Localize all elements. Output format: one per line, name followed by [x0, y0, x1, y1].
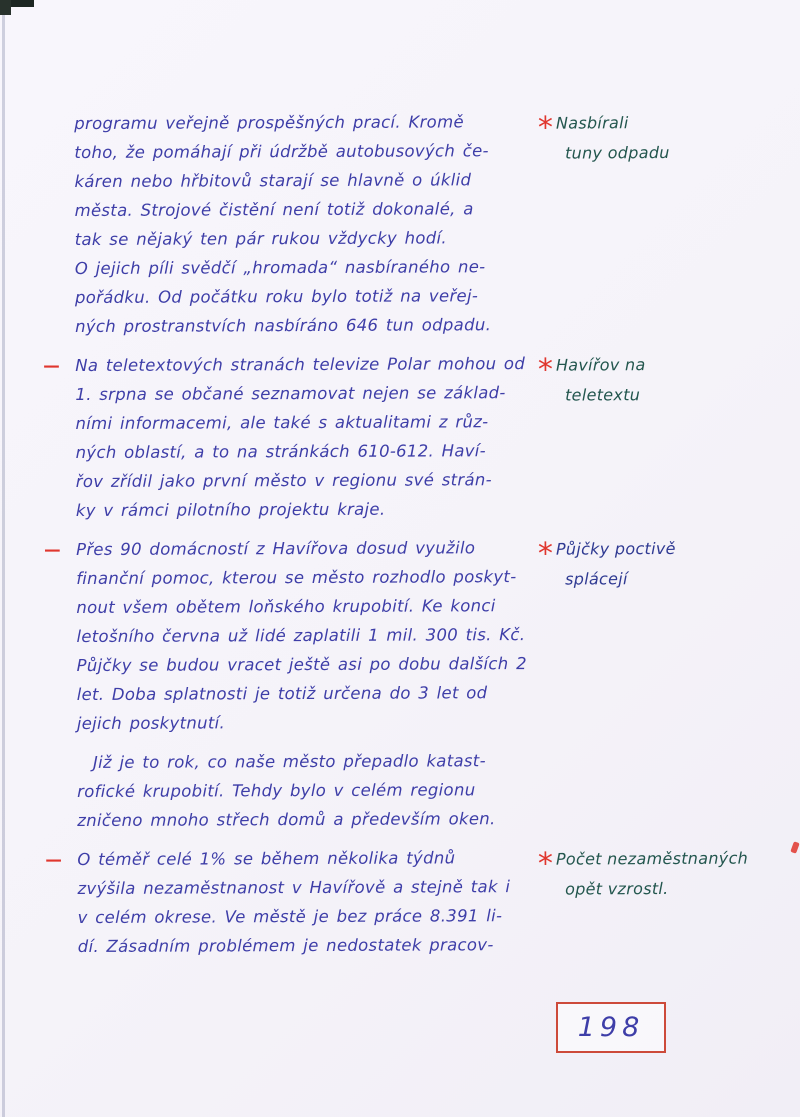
line-text: Půjčky se budou vracet ještě asi po dobu dalších 2 [76, 654, 527, 676]
paragraph [45, 843, 548, 961]
text-line [76, 562, 546, 593]
text-line [77, 707, 547, 738]
paragraph [43, 349, 546, 525]
line-text: ky v rámci pilotního projektu kraje. [75, 499, 386, 521]
scan-corner-artifact-small [0, 0, 11, 15]
red-asterisk-icon: * [537, 352, 554, 388]
text-line [76, 591, 546, 622]
text-line [44, 533, 546, 564]
line-text: ných oblastí, a to na stránkách 610-612. Haví- [75, 441, 486, 463]
margin-note-text: splácejí [565, 569, 628, 589]
line-text: rofické krupobití. Tehdy bylo v celém regionu [77, 780, 476, 802]
paragraph [44, 533, 547, 738]
red-asterisk-icon: * [537, 846, 554, 882]
line-text: města. Strojové čistění není totiž dokonalé, a [74, 199, 474, 221]
page-number: 198 [577, 1012, 645, 1043]
line-text: letošního června už lidé zaplatili 1 mil. 300 tis. Kč. [76, 625, 526, 647]
margin-note [538, 843, 796, 904]
margin-note [538, 349, 796, 410]
paragraph [77, 746, 547, 835]
line-text: Na teletextových stranách televize Polar mohou od [75, 354, 526, 376]
text-line [45, 843, 547, 874]
margin-note-text: Havířov na [555, 355, 646, 375]
text-line [75, 407, 545, 438]
text-line [76, 649, 546, 680]
red-dash-marker: — [44, 540, 61, 560]
line-text: O téměř celé 1% se během několika týdnů [77, 848, 456, 870]
line-text: v celém okrese. Ve městě je bez práce 8.391 li- [77, 906, 503, 928]
text-line [77, 804, 547, 835]
line-text: dí. Zásadním problémem je nedostatek pracov- [77, 935, 494, 957]
line-text: tak se nějaký ten pár rukou vždycky hodí. [74, 228, 447, 250]
text-line [76, 465, 546, 496]
line-text: pořádku. Od počátku roku bylo totiž na veřej- [74, 286, 479, 308]
line-text: programu veřejně prospěšných prací. Kromě [74, 112, 464, 134]
line-text: finanční pomoc, kterou se město rozhodlo poskyt- [76, 567, 517, 589]
text-line [76, 494, 546, 525]
paragraph [74, 107, 545, 341]
text-line [75, 281, 545, 312]
margin-note [538, 533, 796, 594]
line-text: řov zřídil jako první město v regionu své strán- [75, 470, 492, 492]
text-line [75, 252, 545, 283]
line-text: jejich poskytnutí. [76, 713, 226, 734]
margin-note-text: opět vzrostl. [565, 878, 669, 899]
scan-edge-line [2, 0, 5, 1117]
margin-note-text: tuny odpadu [565, 142, 670, 163]
line-text: O jejich píli svědčí „hromada“ nasbíraného ne- [74, 257, 486, 279]
line-text: zničeno mnoho střech domů a především oken. [77, 809, 496, 831]
text-line [43, 349, 545, 380]
line-text: zvýšila nezaměstnanost v Havířově a stejně tak i [77, 877, 511, 899]
red-asterisk-icon: * [537, 110, 554, 146]
text-line [74, 107, 544, 138]
margin-note-text: Půjčky poctivě [555, 538, 676, 559]
text-line [78, 930, 548, 961]
line-text: toho, že pomáhají při údržbě autobusových če- [74, 141, 489, 163]
text-line [74, 136, 544, 167]
margin-note-text: Nasbírali [555, 113, 629, 133]
margin-note [538, 107, 796, 168]
margin-note-text: Počet nezaměstnaných [555, 848, 749, 869]
text-line [78, 901, 548, 932]
text-line [77, 678, 547, 709]
red-dash-marker: — [45, 850, 62, 870]
text-line [76, 620, 546, 651]
text-line [77, 775, 547, 806]
line-text: ními informacemi, ale také s aktualitami z růz- [75, 412, 489, 434]
text-line [75, 194, 545, 225]
line-text: Přes 90 domácností z Havířova dosud využilo [76, 538, 476, 560]
line-text: let. Doba splatnosti je totiž určena do 3 let od [76, 683, 488, 705]
text-line [75, 223, 545, 254]
page-number-box [556, 1002, 666, 1053]
text-line [75, 378, 545, 409]
text-line [75, 310, 545, 341]
red-asterisk-icon: * [537, 536, 554, 572]
text-line [74, 165, 544, 196]
line-text: nout všem obětem loňského krupobití. Ke konci [76, 596, 496, 618]
line-text: 1. srpna se občané seznamovat nejen se základ- [75, 383, 506, 405]
text-line [77, 872, 547, 903]
line-text: ných prostranstvích nasbíráno 646 tun odpadu. [75, 315, 492, 337]
margin-note-text: teletextu [565, 385, 641, 405]
line-text: Již je to rok, co naše město přepadlo katast- [92, 751, 486, 772]
text-line [77, 746, 547, 777]
text-line [76, 436, 546, 467]
line-text: káren nebo hřbitovů starají se hlavně o úklid [74, 170, 472, 192]
red-dash-marker: — [43, 356, 60, 376]
body-text [43, 107, 548, 971]
